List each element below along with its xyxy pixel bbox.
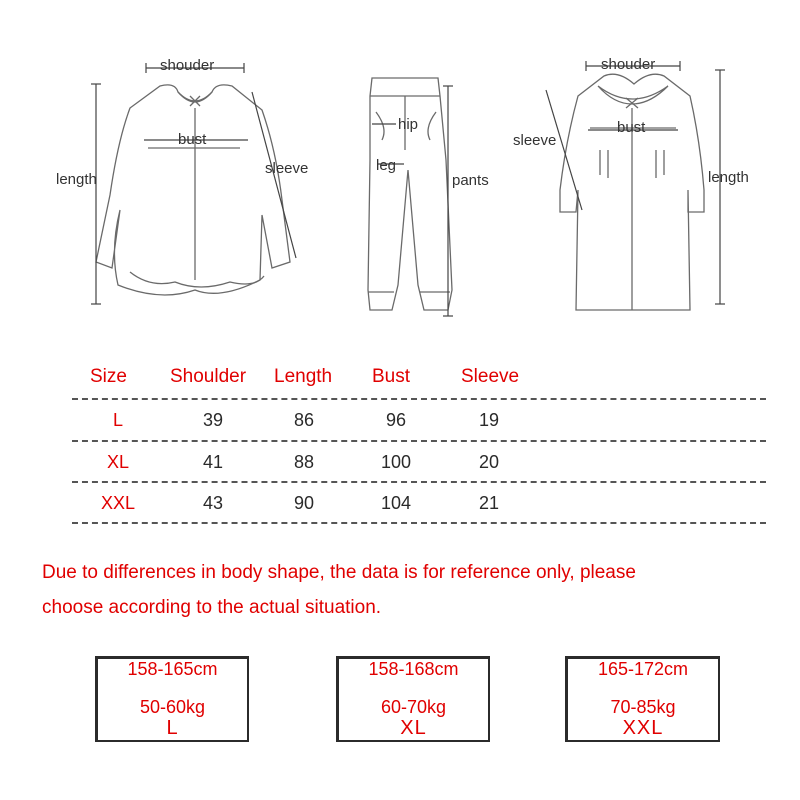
recommendation-box-xxl: [565, 656, 720, 742]
cell-bust: 104: [380, 493, 412, 513]
cell-bust: 96: [385, 410, 407, 430]
reference-note-line2: choose according to the actual situation.: [42, 597, 382, 618]
cell-size: XXL: [100, 493, 136, 513]
dress-bust-label: bust: [617, 119, 646, 136]
recommendation-box-xl: [336, 656, 490, 742]
table-divider: [72, 398, 766, 400]
recommend-size: L: [166, 717, 179, 739]
cell-length: 90: [293, 493, 315, 513]
table-divider: [72, 522, 766, 524]
header-bust: Bust: [372, 366, 411, 387]
recommend-height: 158-168cm: [368, 659, 459, 679]
cell-length: 88: [293, 452, 315, 472]
recommend-weight: 50-60kg: [139, 697, 206, 717]
recommend-weight: 60-70kg: [380, 697, 447, 717]
cell-size: L: [112, 410, 123, 430]
cell-shoulder: 39: [202, 410, 224, 430]
table-divider: [72, 440, 766, 442]
top-garment-drawing: [96, 85, 290, 295]
dress-shoulder-label: shouder: [601, 56, 656, 73]
pants-leg-label: leg: [376, 157, 397, 174]
cell-shoulder: 43: [202, 493, 224, 513]
dress-sleeve-label: sleeve: [513, 132, 557, 149]
garment-diagrams: [0, 0, 800, 330]
header-shoulder: Shoulder: [170, 366, 247, 387]
cell-sleeve: 19: [478, 410, 500, 430]
recommend-height: 158-165cm: [127, 659, 218, 679]
header-sleeve: Sleeve: [461, 366, 520, 387]
top-bust-label: bust: [178, 131, 207, 148]
cell-bust: 100: [380, 452, 412, 472]
pants-hip-label: hip: [398, 116, 419, 133]
reference-note-line1: Due to differences in body shape, the data is for reference only, please: [42, 562, 636, 583]
dress-length-label: length: [708, 169, 749, 186]
pants-length-label: pants: [452, 172, 489, 189]
recommend-height: 165-172cm: [597, 659, 689, 679]
dress-drawing: [560, 74, 704, 310]
cell-size: XL: [106, 452, 130, 472]
recommend-size: XXL: [622, 717, 664, 739]
cell-sleeve: 21: [478, 493, 500, 513]
cell-shoulder: 41: [202, 452, 224, 472]
pants-drawing: [368, 78, 452, 310]
recommendation-box-l: [95, 656, 249, 742]
top-sleeve-label: sleeve: [265, 160, 309, 177]
recommend-size: XL: [400, 717, 427, 739]
header-length: Length: [274, 366, 333, 387]
recommend-weight: 70-85kg: [610, 697, 676, 717]
cell-sleeve: 20: [478, 452, 500, 472]
header-size: Size: [90, 366, 127, 387]
table-divider: [72, 481, 766, 483]
top-shoulder-label: shouder: [160, 57, 215, 74]
top-length-label: length: [56, 171, 97, 188]
cell-length: 86: [293, 410, 315, 430]
